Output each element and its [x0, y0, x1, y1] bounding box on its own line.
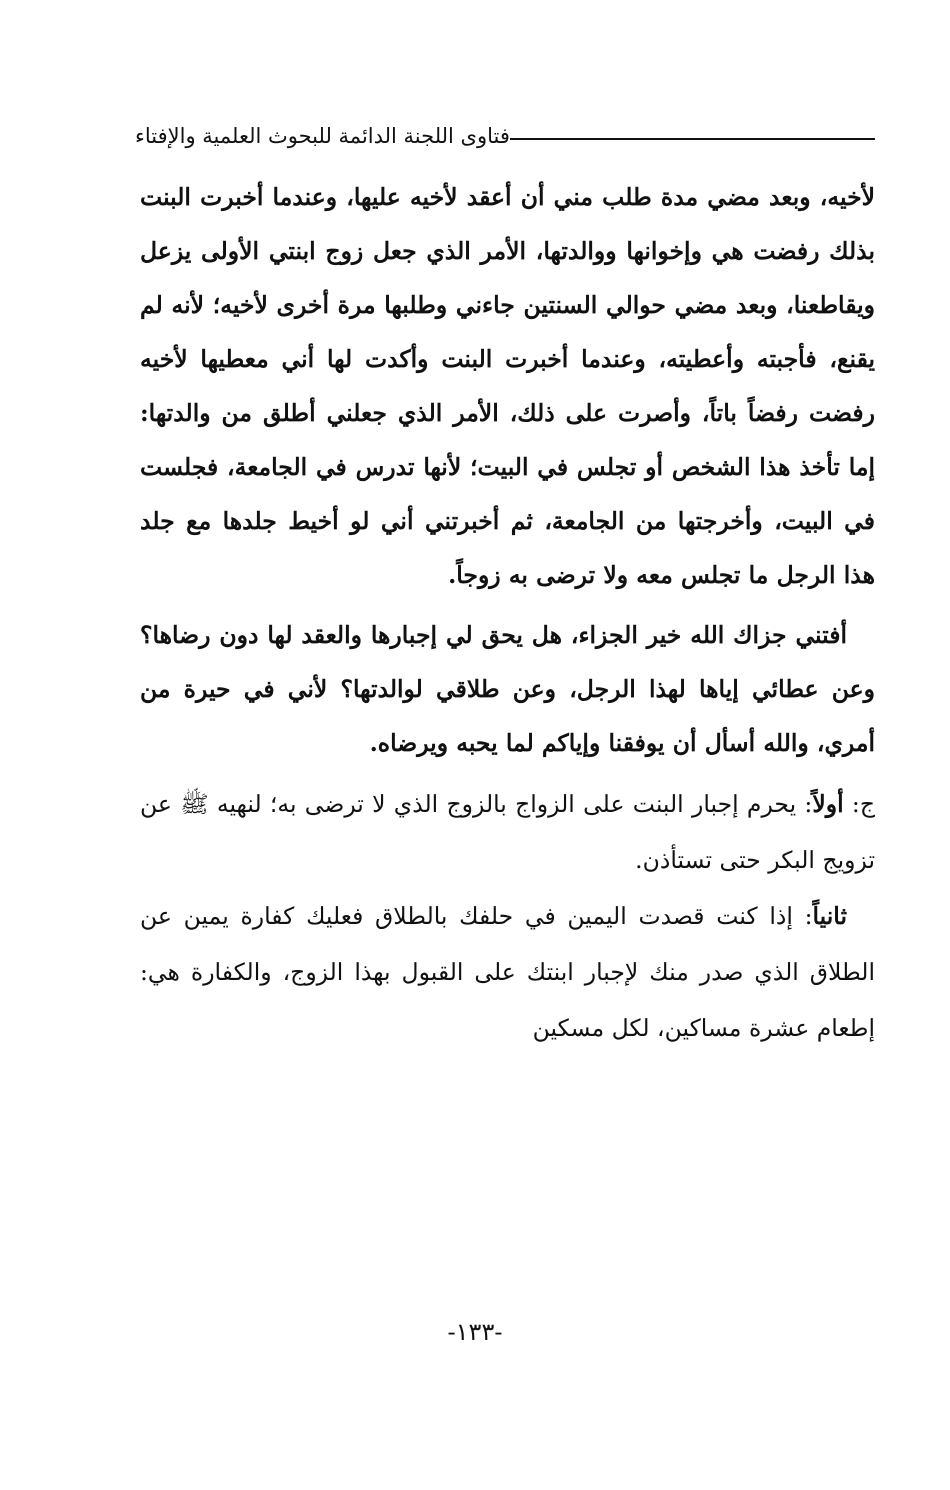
answer-first-label: أولاً: [812, 790, 844, 818]
answer-paragraph-2: [140, 888, 875, 1056]
answer-second-label: ثانياً: [812, 902, 847, 930]
page-number: -١٣٣-: [447, 1318, 503, 1346]
answer-first-text: : يحرم إجبار البنت على الزواج بالزوج الذي لا ترضى به؛ لنهيه ﷺ عن تزويج البكر حتى تستأذن.: [140, 790, 875, 874]
header-rule: [510, 138, 875, 140]
answer-prefix: ج:: [843, 790, 875, 818]
header-title: فتاوى اللجنة الدائمة للبحوث العلمية والإفتاء: [135, 124, 510, 148]
answer-paragraph-1: [140, 776, 875, 888]
running-header: [125, 116, 875, 156]
body-text: [140, 170, 875, 1056]
answer-second-text: : إذا كنت قصدت اليمين في حلفك بالطلاق فعليك كفارة يمين عن الطلاق الذي صدر منك لإجبار ابنتك على القبول بهذا الزوج، والكفارة هي: إطعام عشرة مساكين، لكل مسكين: [140, 902, 875, 1042]
question-paragraph-1: لأخيه، وبعد مضي مدة طلب مني أن أعقد لأخيه عليها، وعندما أخبرت البنت بذلك رفضت هي وإخوانها ووالدتها، الأمر الذي جعل زوج ابنتي الأولى يزعل ويقاطعنا، وبعد مضي حوالي السنتين جاءني وطلبها مرة أخرى لأخيه؛ لأنه لم يقنع، فأجبته وأعطيته، وعندما أخبرت البنت وأكدت لها أني معطيها لأخيه رفضت رفضاً باتاً، وأصرت على ذلك، الأمر الذي جعلني أطلق من والدتها: إما تأخذ هذا الشخص أو تجلس في البيت؛ لأنها تدرس في الجامعة، فجلست في البيت، وأخرجتها من الجامعة، ثم أخبرتني أني لو أخيط جلدها مع جلد هذا الرجل ما تجلس معه ولا ترضى به زوجاً.: [140, 183, 875, 589]
question-paragraph-2: أفتني جزاك الله خير الجزاء، هل يحق لي إجبارها والعقد لها دون رضاها؟ وعن عطائي إياها لهذا الرجل، وعن طلاقي لوالدتها؟ لأني في حيرة من أمري، والله أسأل أن يوفقنا وإياكم لما يحبه ويرضاه.: [140, 621, 875, 757]
